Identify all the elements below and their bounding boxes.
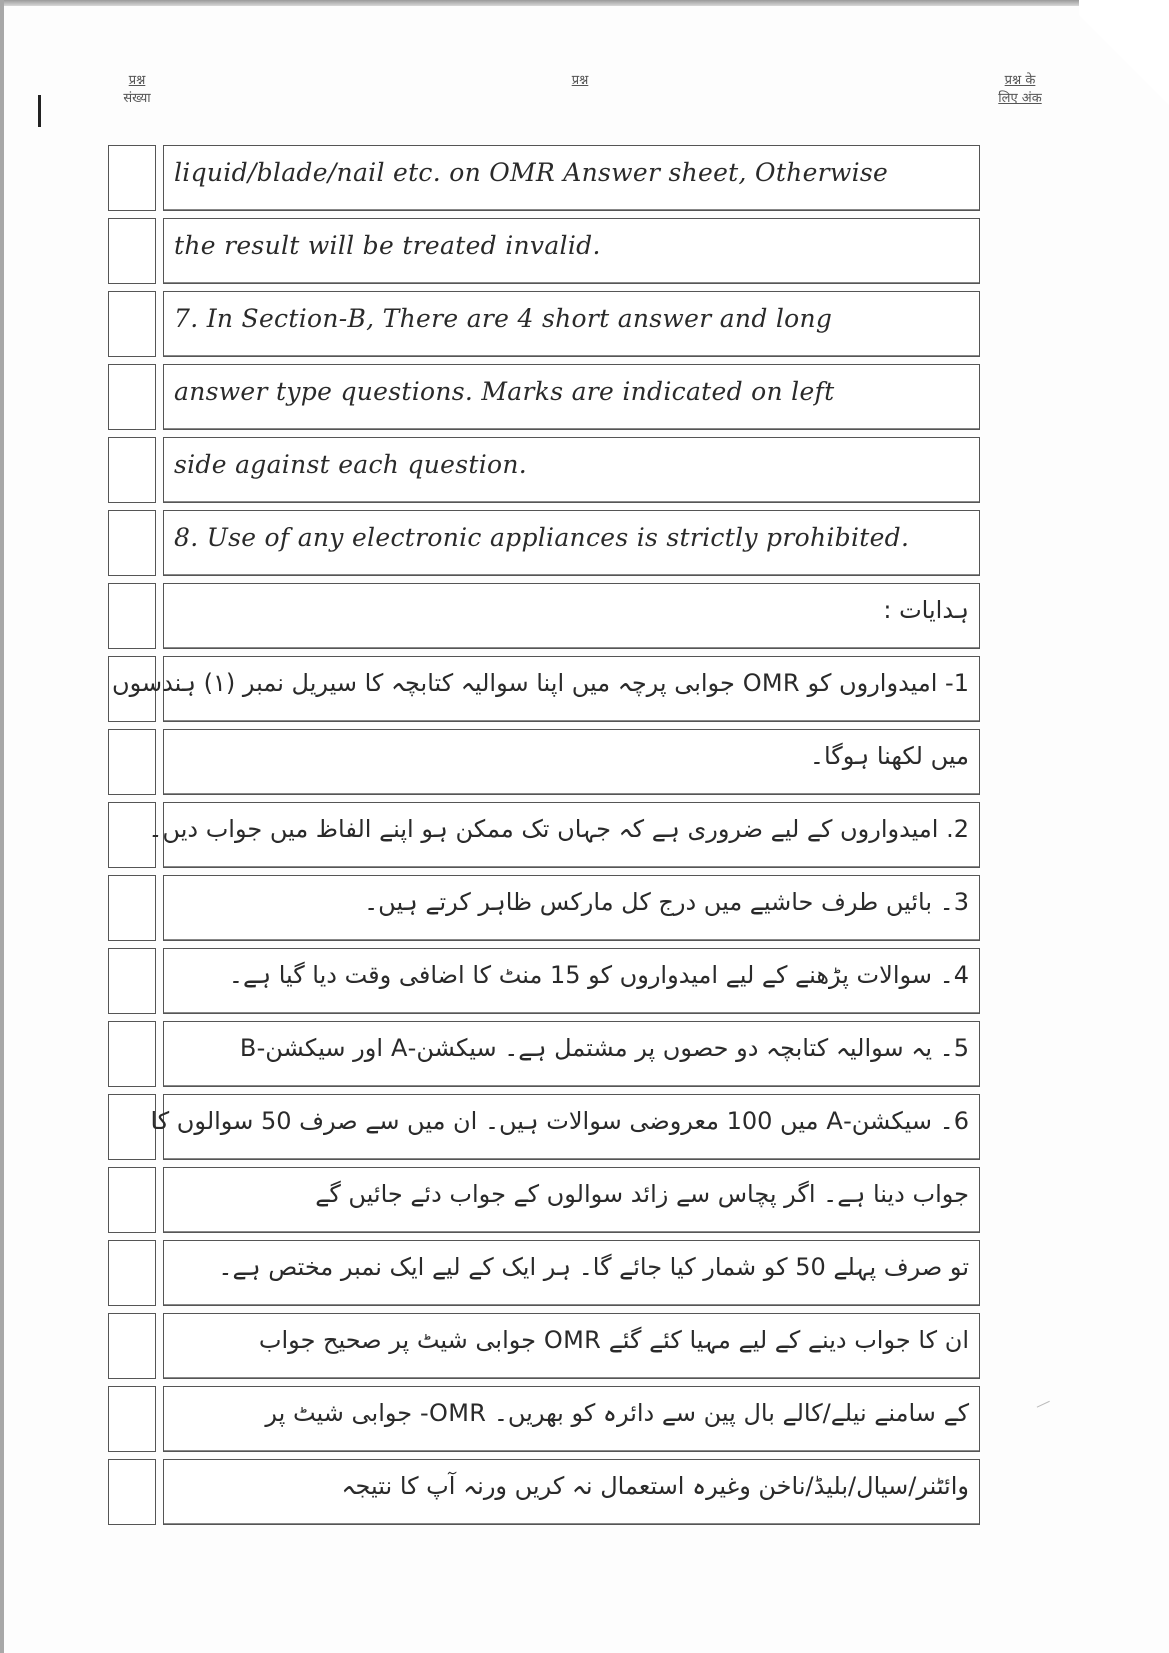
header-right-line1: प्रश्न के [1004,73,1036,88]
handwritten-line: ہدایات : [883,596,969,624]
handwritten-line: 2. امیدواروں کے لیے ضروری ہے کہ جہاں تک ممکن ہو اپنے الفاظ میں جواب دیں۔ [148,815,969,843]
question-number-cell [108,1021,156,1087]
handwritten-line: 5۔ یہ سوالیہ کتابچہ دو حصوں پر مشتمل ہے۔ سیکشن-A اور سیکشن-B [239,1034,969,1062]
text-line-cell [163,291,980,357]
question-number-cell [108,145,156,211]
text-line-cell [163,364,980,430]
text-line-cell [111,656,980,722]
line-row [108,291,980,359]
handwritten-line: ان کا جواب دینے کے لیے مہیا کئے گئے OMR جوابی شیٹ پر صحیح جواب [258,1326,969,1354]
question-number-cell [108,1240,156,1306]
question-number-cell [108,875,156,941]
question-number-cell [108,1386,156,1452]
text-line-cell [163,875,980,941]
line-row [108,1386,980,1454]
handwritten-line: 7. In Section-B, There are 4 short answer and long [174,304,833,333]
text-line-cell [163,1240,980,1306]
handwritten-line: وائٹنر/سیال/بلیڈ/ناخن وغیرہ استعمال نہ کریں ورنہ آپ کا نتیجہ [341,1472,969,1500]
line-row [108,1021,980,1089]
handwritten-line: liquid/blade/nail etc. on OMR Answer sheet, Otherwise [174,158,889,187]
text-line-cell [163,1167,980,1233]
margin-mark [38,95,41,127]
text-line-cell [163,1021,980,1087]
line-row [108,802,980,870]
line-row [108,1459,980,1527]
header-question [560,72,600,90]
header-middle: प्रश्न [571,73,589,88]
handwritten-line: کے سامنے نیلے/کالے بال پین سے دائرہ کو بھریں۔ OMR- جوابی شیٹ پر [265,1399,969,1427]
text-line-cell [163,583,980,649]
question-number-cell [108,729,156,795]
line-row [108,510,980,578]
line-row [108,875,980,943]
line-row [108,218,980,286]
line-row [108,1240,980,1308]
page-corner [1079,0,1169,120]
handwritten-line: 3۔ بائیں طرف حاشیے میں درج کل مارکس ظاہر کرتے ہیں۔ [364,888,969,916]
question-number-cell [108,510,156,576]
pen-mark [1034,1395,1050,1407]
ruled-lines [108,145,980,1532]
text-line-cell [163,145,980,211]
scan-left-edge [0,0,4,1653]
text-line-cell [163,1459,980,1525]
question-number-cell [108,1094,156,1160]
header-marks [985,72,1055,108]
handwritten-line: 1- امیدواروں کو OMR جوابی پرچہ میں اپنا سوالیہ کتابچہ کا سیریل نمبر (۱) ہندسوں [111,669,969,697]
header-left-line2: संख्या [123,91,151,106]
line-row [108,437,980,505]
question-number-cell [108,218,156,284]
text-line-cell [163,729,980,795]
handwritten-line: جواب دینا ہے۔ اگر پچاس سے زائد سوالوں کے جواب دئے جائیں گے [315,1180,969,1208]
line-row [108,583,980,651]
line-row [108,364,980,432]
text-line-cell [163,510,980,576]
question-number-cell [108,583,156,649]
handwritten-line: 8. Use of any electronic appliances is strictly prohibited. [174,523,910,552]
handwritten-line: تو صرف پہلے 50 کو شمار کیا جائے گا۔ ہر ایک کے لیے ایک نمبر مختص ہے۔ [218,1253,969,1281]
line-row [108,1094,980,1162]
question-number-cell [108,1313,156,1379]
question-number-cell [108,364,156,430]
question-number-cell [108,291,156,357]
handwritten-line: side against each question. [174,450,528,479]
handwritten-line: 6۔ سیکشن-A میں 100 معروضی سوالات ہیں۔ ان میں سے صرف 50 سوالوں کا [150,1107,969,1135]
text-line-cell [163,1313,980,1379]
text-line-cell [163,437,980,503]
scan-top-edge [0,0,1110,6]
handwritten-line: answer type questions. Marks are indicated on left [174,377,835,406]
line-row [108,729,980,797]
text-line-cell [163,218,980,284]
line-row [108,656,980,724]
header-question-number [112,72,162,108]
line-row [108,1167,980,1235]
question-number-cell [108,437,156,503]
line-row [108,1313,980,1381]
handwritten-line: میں لکھنا ہوگا۔ [809,742,969,770]
line-row [108,145,980,213]
text-line-cell [163,948,980,1014]
header-right-line2: लिए अंक [998,91,1042,106]
question-number-cell [108,1459,156,1525]
text-line-cell [163,1386,980,1452]
header-left-line1: प्रश्न [128,73,146,88]
question-number-cell [108,948,156,1014]
handwritten-line: 4۔ سوالات پڑھنے کے لیے امیدواروں کو 15 منٹ کا اضافی وقت دیا گیا ہے۔ [228,961,969,989]
handwritten-line: the result will be treated invalid. [174,231,601,260]
text-line-cell [150,1094,980,1160]
line-row [108,948,980,1016]
text-line-cell [148,802,980,868]
question-number-cell [108,1167,156,1233]
